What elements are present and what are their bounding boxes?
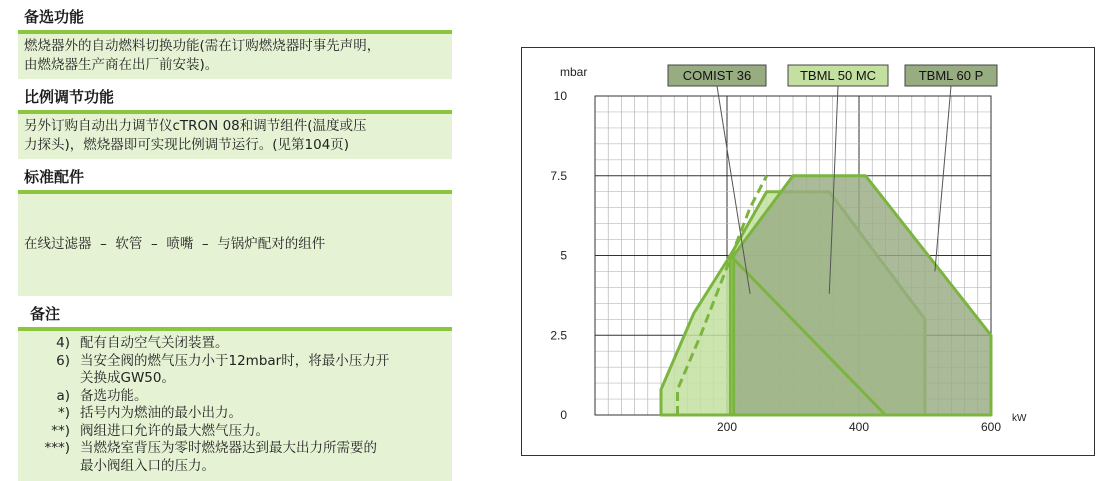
note-text: 配有自动空气关闭装置。 <box>80 335 229 351</box>
section-body <box>18 34 452 79</box>
y-tick-label: 2.5 <box>550 328 567 343</box>
text-line: 另外订购自动出力调节仪cTRON 08和调节组件(温度或压 <box>24 118 367 134</box>
section-title: 备选功能 <box>18 8 452 34</box>
section-body <box>18 114 452 159</box>
section-title: 比例调节功能 <box>18 88 452 114</box>
x-axis-label: kW <box>1012 413 1027 424</box>
y-tick-label: 7.5 <box>550 168 567 183</box>
note-key: ***) <box>44 440 70 456</box>
note-key: **) <box>51 422 70 439</box>
text-line: 燃烧器外的自动燃料切换功能(需在订购燃烧器时事先声明， <box>24 38 381 54</box>
note-key: a) <box>56 387 70 404</box>
text-line: 在线过滤器 – 软管 – 喷嘴 – 与锅炉配对的组件 <box>24 236 326 252</box>
section-optional-features <box>18 8 452 79</box>
note-text: 阀组进口允许的最大燃气压力。 <box>80 422 269 439</box>
note-item <box>24 353 446 388</box>
note-item <box>24 335 446 353</box>
spec-text-column <box>18 8 452 481</box>
section-notes <box>18 305 452 481</box>
y-tick-label: 0 <box>560 408 567 422</box>
section-modulation <box>18 88 452 159</box>
note-text: 最小阀组入口的压力。 <box>80 457 215 474</box>
notes-body <box>18 331 452 481</box>
note-item <box>24 388 446 406</box>
text-line: 由燃烧器生产商在出厂前安装)。 <box>24 57 219 73</box>
legend-label: TBML 50 MC <box>799 68 877 83</box>
note-text: 括号内为燃油的最小出力。 <box>80 405 242 421</box>
y-tick-label: 10 <box>553 89 567 103</box>
burner-working-field-chart <box>521 47 1095 456</box>
series-area <box>734 176 991 415</box>
chart-svg <box>522 48 1094 455</box>
legend-label: COMIST 36 <box>682 68 752 83</box>
note-item <box>24 423 446 441</box>
x-tick-label: 200 <box>716 420 738 434</box>
note-text: 当安全阀的燃气压力小于12mbar时，将最小压力开 <box>80 352 390 369</box>
x-tick-label: 600 <box>980 420 1002 434</box>
note-item <box>24 405 446 423</box>
section-body <box>18 194 452 296</box>
legend-leader-line <box>935 86 951 271</box>
section-standard-accessories <box>18 168 452 296</box>
section-title: 备注 <box>18 305 452 331</box>
note-key: 6) <box>56 352 70 369</box>
note-text: 当燃烧室背压为零时燃烧器达到最大出力所需要的 <box>80 440 377 456</box>
section-title: 标准配件 <box>18 168 452 194</box>
note-item <box>24 440 446 475</box>
note-key: *) <box>57 405 70 421</box>
y-tick-label: 5 <box>560 248 567 263</box>
x-tick-label: 400 <box>848 420 870 434</box>
text-line: 力探头)，燃烧器即可实现比例调节运行。(见第104页) <box>24 137 350 153</box>
note-key: 4) <box>56 335 70 351</box>
y-axis-label: mbar <box>560 65 588 79</box>
series-areas <box>661 176 991 415</box>
note-text: 关换成GW50。 <box>80 370 175 386</box>
note-text: 备选功能。 <box>80 387 148 404</box>
legend-label: TBML 60 P <box>918 68 984 83</box>
